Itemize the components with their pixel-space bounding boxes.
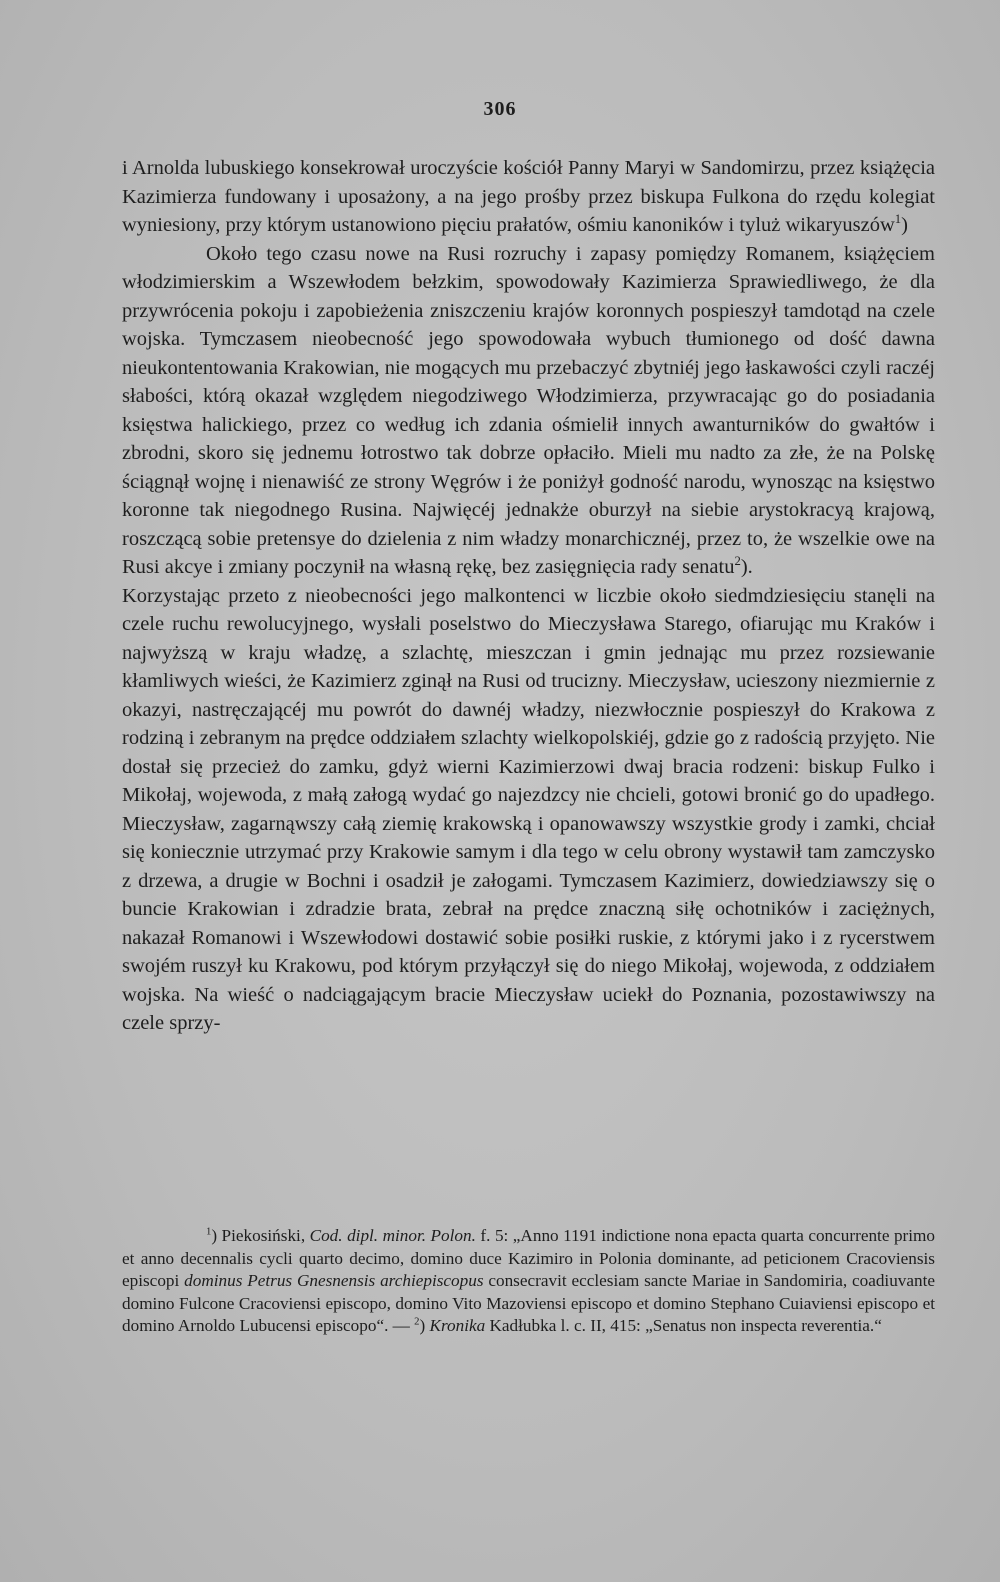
paragraph-text: Około tego czasu nowe na Rusi rozruchy i zapasy pomiędzy Romanem, książęciem włodzimierskim a Wszewłodem bełzkim, spowodowały Kazimierza Sprawiedliwego, że dla przywrócenia pokoju i zapobieżenia zniszczeniu krajów koronnych pospieszył tamdotąd na czele wojska. Tymczasem nieobecność jego spowodowała wybuch tłumionego od dość dawna nieukontentowania Krakowian, nie mogących mu przebaczyć zbytniéj jego łaskawości czyli raczéj słabości, którą okazał względem niegodziwego Włodzimierza, przywracając go do posiadania księstwa halickiego, przez co według ich zdania ośmielił innych awanturników do gwałtów i zbrodni, skoro się jednemu łotrostwo tak dobrze opłaciło. Mieli mu nadto za złe, że na Polskę ściągnął wojnę i nienawiść ze strony Węgrów i że poniżył godność narodu, wynosząc na księstwo koronne tak niegodnego Rusina. Najwięcéj jednakże oburzył na siebie arystokracyą krajową, roszczącą sobie pretensye do dzielenia z nim władzy monarchicznéj, przez to, że wszelkie owe na Rusi akcye i zmiany poczynił na własną rękę, bez zasięgnięcia rady senatu xyxy=(122,242,935,578)
footnote-ref-2: 2 xyxy=(734,554,741,569)
footnotes xyxy=(122,1225,935,1338)
main-text xyxy=(122,154,935,1038)
footnote-text: ) Piekosiński, xyxy=(211,1226,310,1245)
paragraph-text: i Arnolda lubuskiego konsekrował uroczyście kościół Panny Maryi w Sandomirzu, przez książęcia Kazimierza fundowany i uposażony, a na jego prośby przez biskupa Fulkona do rzędu kolegiat wyniesiony, przy którym ustanowiono pięciu prałatów, ośmiu kanoników i tyluż wikaryuszów xyxy=(122,157,935,236)
footnote-mark-1: 1 xyxy=(206,1226,212,1238)
paragraph-3: Korzystając przeto z nieobecności jego malkontenci w liczbie około siedmdziesięciu stanęli na czele ruchu rewolucyjnego, wysłali poselstwo do Mieczysława Starego, ofiarując mu Kraków i najwyższą w kraju władzę, a szlachtę, mieszczan i gmin jednając mu przez rozsiewanie kłamliwych wieści, że Kazimierz zginął na Rusi od trucizny. Mieczysław, ucieszony niezmiernie z okazyi, nastręczającéj mu powrót do dawnéj władzy, niezwłocznie pospieszył do Krakowa z rodziną i zebranym na prędce oddziałem szlachty wielkopolskiéj, gdzie go z radością przyjęto. Nie dostał się przecież do zamku, gdyż wierni Kazimierzowi dwaj bracia rodzeni: biskup Fulko i Mikołaj, wojewoda, z małą załogą wydać go najezdzcy nie chcieli, gotowi bronić go do upadłego. Mieczysław, zagarnąwszy całą ziemię krakowską i opanowawszy wszystkie grody i zamki, chciał się koniecznie utrzymać przy Krakowie samym i dla tego w celu obrony wystawił tam zamczysko z drzewa, a drugie w Bochni i osadził je załogami. Tymczasem Kazimierz, dowiedziawszy się o buncie Krakowian i zdradzie brata, zebrał na prędce znaczną siłę ochotników i zaciężnych, nakazał Romanowi i Wszewłodowi dostawić sobie posiłki ruskie, z którymi jako i z rycerstwem swojém ruszył ku Krakowu, pod którym przyłączył się do niego Mikołaj, wojewoda, z oddziałem wojska. Na wieść o nadciągającym bracie Mieczysław uciekł do Poznania, pozostawiwszy na czele sprzy- xyxy=(122,584,935,1034)
footnote-text: f. 5: „Anno 1191 indictione nona epacta quarta concurrente primo et anno decennalis cycli quarto decimo, domino duce Kazimiro in Polonia dominante, ad peticionem Cracoviensis episcopi xyxy=(122,1226,935,1291)
footnote-ref-close: ) xyxy=(901,214,908,236)
paragraph-1 xyxy=(122,154,935,240)
footnote-text: ) xyxy=(419,1316,430,1336)
footnote-citation: Cod. dipl. minor. Polon. xyxy=(309,1226,476,1245)
footnote-italic-name: dominus Petrus Gnesnensis archiepiscopus xyxy=(184,1271,484,1291)
footnote-text: consecravit ecclesiam sancte Mariae in Sandomiria, coadiuvante domino Fulcone Cracoviensi episcopo, domino Vito Mazoviensi episcopo et domino Stephano Cuiaviensi episcopo et domino Arnoldo Lubucensi episcopo“. — xyxy=(122,1271,936,1336)
footnote-ref-close: ). xyxy=(740,556,753,578)
footnote-mark-2: 2 xyxy=(414,1316,420,1328)
footnote-ref-1: 1 xyxy=(894,212,902,227)
paragraph-2 xyxy=(122,240,935,582)
footnote-1 xyxy=(122,1225,935,1338)
footnote-text: Kadłubka l. c. II, 415: „Senatus non inspecta reverentia.“ xyxy=(485,1316,882,1336)
page-number: 306 xyxy=(483,98,517,120)
footnote-citation: Kronika xyxy=(429,1316,486,1336)
